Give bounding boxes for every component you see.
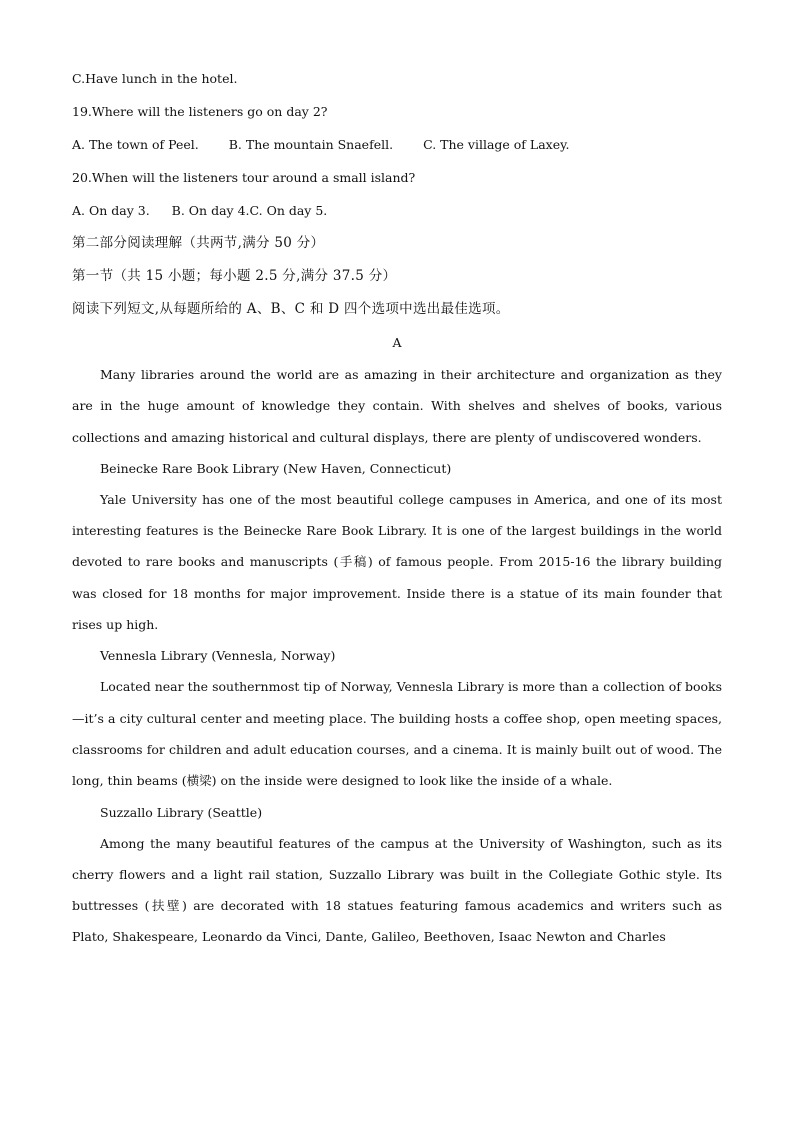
section-heading-beinecke: Beinecke Rare Book Library (New Haven, Connecticut) xyxy=(100,460,452,476)
part2-title: 第二部分阅读理解（共两节,满分 50 分） xyxy=(72,235,325,251)
q19-text: 19.Where will the listeners go on day 2? xyxy=(72,104,328,119)
section-heading-suzzallo: Suzzallo Library (Seattle) xyxy=(100,804,263,820)
q20-text: 20.When will the listeners tour around a small island? xyxy=(72,170,416,185)
q19-option-c: C. The village of Laxey. xyxy=(423,137,570,152)
section-body-suzzallo: Among the many beautiful features of the campus at the University of Washington, such as its cherry flowers and a light rail station, Suzzallo Library was built in the Collegiate Gothic style. Its buttresses (扶壁) are decorated with 18 statues featuring famous academics and writers such as Plato, Shakespeare, Leonardo da Vinci, Dante, Galileo, Beethoven, Isaac Newton and Charles xyxy=(72,835,722,945)
q20-option-b: B. On day 4. xyxy=(171,203,250,218)
section-body-beinecke: Yale University has one of the most beautiful college campuses in America, and one of its most interesting features is the Beinecke Rare Book Library. It is one of the largest buildings in the world devoted to rare books and manuscripts (手稿) of famous people. From 2015-16 the library building was closed for 18 months for major improvement. Inside there is a statue of its main founder that rises up high. xyxy=(72,491,722,633)
q20-option-a: A. On day 3. xyxy=(72,203,150,218)
instruction: 阅读下列短文,从每题所给的 A、B、C 和 D 四个选项中选出最佳选项。 xyxy=(72,301,510,317)
section1-title: 第一节（共 15 小题；每小题 2.5 分,满分 37.5 分） xyxy=(72,268,397,284)
q18-option-c: C.Have lunch in the hotel. xyxy=(72,71,238,86)
section-body-vennesla: Located near the southernmost tip of Norway, Vennesla Library is more than a collection of books—it’s a city cultural center and meeting place. The building hosts a coffee shop, open meeting spaces, classrooms for children and adult education courses, and a cinema. It is mainly built out of wood. The long, thin beams (横梁) on the inside were designed to look like the inside of a whale. xyxy=(72,679,722,789)
passage-intro: Many libraries around the world are as amazing in their architecture and organization as they are in the huge amount of knowledge they contain. With shelves and shelves of books, various collections and amazing historical and cultural displays, there are plenty of undiscovered wonders. xyxy=(72,367,722,445)
q19-option-b: B. The mountain Snaefell. xyxy=(228,137,394,152)
q19-options xyxy=(72,128,722,161)
q19-option-a: A. The town of Peel. xyxy=(72,137,199,152)
exam-page xyxy=(72,62,722,953)
passage-label: A xyxy=(392,335,402,350)
q20-options xyxy=(72,194,722,227)
q20-option-c: C. On day 5. xyxy=(249,203,328,218)
section-heading-vennesla: Vennesla Library (Vennesla, Norway) xyxy=(100,648,336,664)
